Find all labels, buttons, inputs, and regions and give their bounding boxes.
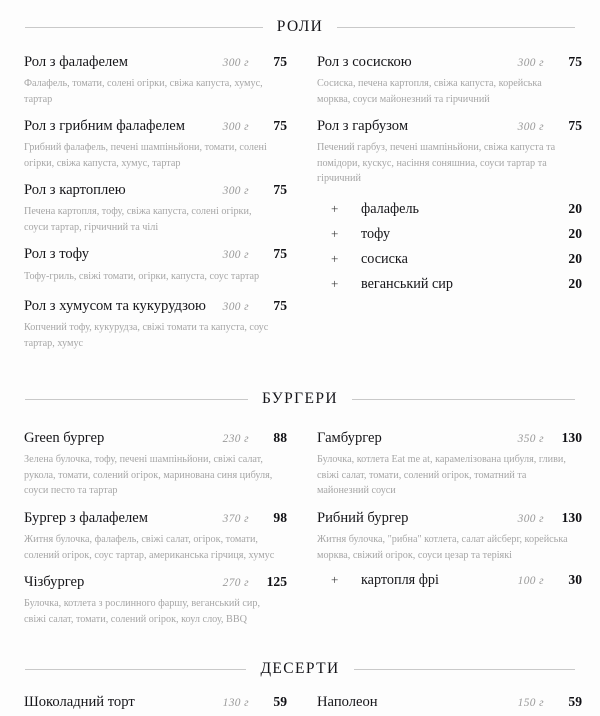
addon-name: картопля фрі: [361, 572, 439, 589]
menu-item-price: 130: [561, 509, 582, 525]
menu-item-description: Тофу-гриль, свіжі томати, огірки, капуста, соус тартар: [24, 270, 260, 282]
menu-item-weight: 350 г: [517, 433, 544, 446]
menu-item-name: Гамбургер: [317, 430, 382, 447]
menu-item-header: [317, 508, 582, 529]
menu-item-weight: 300 г: [222, 301, 249, 314]
menu-item-name: Рол з грибним фалафелем: [24, 118, 185, 135]
addon-price: 20: [568, 200, 582, 216]
menu-item-description: Житня булочка, фалафель, свіжі салат, огірок, томати, солений огірок, соус тартар, американська гірчиця, хумус: [24, 534, 275, 561]
desserts-column-left: [24, 692, 303, 715]
menu-item-header: [24, 244, 287, 265]
section-spacer-burgers-top: [0, 360, 600, 390]
menu-item-name: Рол з хумусом та кукурудзою: [24, 298, 206, 315]
menu-item-weight: 130 г: [222, 697, 249, 710]
section-header-burgers: [0, 390, 600, 408]
menu-item-price: 75: [273, 182, 287, 198]
menu-item-header: [317, 692, 582, 713]
menu-item-name: Шоколадний торт: [24, 694, 135, 711]
menu-item-price: 75: [273, 298, 287, 314]
menu-item-name: Наполеон: [317, 694, 378, 711]
section-body-desserts: [0, 692, 600, 715]
menu-item-header: [317, 116, 582, 137]
menu-item-description: Зелена булочка, тофу, печені шампіньйони, свіжі салат, рукола, томати, солений огірок, маринована синя цибуля, соуси песто та тартар: [24, 454, 273, 497]
menu-item-weight: 300 г: [222, 121, 249, 134]
menu-item-weight: 150 г: [517, 697, 544, 710]
addon-name: веганський сир: [361, 275, 453, 292]
menu-item-price: 75: [273, 54, 287, 69]
rolls-addons: [317, 201, 582, 293]
menu-item-name: Рибний бургер: [317, 509, 409, 526]
menu-item[interactable]: [317, 116, 582, 187]
menu-item-name: Рол з тофу: [24, 246, 90, 263]
menu-item-name: Рол з картоплею: [24, 182, 126, 199]
menu-item[interactable]: [317, 428, 582, 499]
menu-item-price: 125: [266, 574, 287, 590]
menu-item[interactable]: [24, 692, 287, 713]
section-title-burgers: БУРГЕРИ: [262, 390, 338, 408]
menu-item[interactable]: [24, 428, 287, 499]
section-body-burgers: [0, 428, 600, 636]
menu-item-name: Green бургер: [24, 430, 105, 447]
burgers-column-right: [303, 428, 582, 636]
section-title-rolls: РОЛИ: [276, 18, 324, 35]
rolls-column-right: [303, 52, 582, 360]
menu-item-description: Булочка, котлета Eat me at, карамелізована цибуля, гливи, свіжі салат, томати, солений огірок, томатний та майонезний соуси: [317, 454, 566, 497]
menu-item-header: [24, 572, 287, 593]
addon-row[interactable]: [317, 572, 582, 589]
section-header-rolls: [0, 18, 600, 36]
addon-price: 20: [568, 275, 582, 291]
section-rule-right: [352, 399, 575, 400]
menu-item[interactable]: [317, 508, 582, 563]
section-spacer-rolls: [0, 36, 600, 52]
menu-item[interactable]: [24, 52, 287, 107]
menu-item-description: Грибний фалафель, печені шампіньйони, томати, солені огірки, свіжа капуста, хумус, тартар: [24, 142, 267, 169]
menu-item-price: 75: [273, 246, 287, 262]
menu-item-price: 75: [568, 54, 582, 69]
menu-item-name: Рол з фалафелем: [24, 54, 128, 70]
addon-name: фалафель: [361, 200, 420, 217]
menu-item[interactable]: [24, 572, 287, 627]
menu-item-weight: 300 г: [517, 121, 544, 134]
plus-icon: +: [331, 275, 339, 291]
menu-item-header: [24, 116, 287, 137]
menu-item[interactable]: [317, 52, 582, 107]
addon-row[interactable]: [317, 201, 582, 218]
menu-item[interactable]: [24, 180, 287, 235]
menu-item-name: Рол з гарбузом: [317, 118, 409, 135]
menu-item-name: Бургер з фалафелем: [24, 509, 148, 526]
menu-item-weight: 270 г: [222, 577, 249, 590]
addon-price: 30: [568, 572, 582, 588]
section-spacer-burgers: [0, 408, 600, 428]
section-spacer-desserts: [0, 678, 600, 692]
rolls-column-left: [24, 52, 303, 360]
plus-icon: +: [331, 225, 339, 241]
addon-name: тофу: [361, 225, 391, 242]
menu-item[interactable]: [24, 508, 287, 563]
menu-item[interactable]: [24, 116, 287, 171]
menu-item-header: [24, 296, 287, 317]
menu-item-description: Печений гарбуз, печені шампіньйони, свіжа капуста та помідори, кускус, насіння соняшниа, соуси тартар та гірчичний: [317, 142, 556, 185]
menu-item-price: 59: [568, 694, 582, 710]
desserts-column-right: [303, 692, 582, 715]
menu-item-price: 75: [568, 118, 582, 134]
menu-item-weight: 230 г: [222, 433, 249, 446]
menu-item-weight: 300 г: [222, 185, 249, 198]
menu-item-header: [317, 52, 582, 73]
menu-item-header: [24, 692, 287, 713]
menu-item-description: Сосиска, печена картопля, свіжа капуста, корейська морква, соуси майонезний та гірчичний: [317, 78, 542, 105]
addon-weight: 100 г: [517, 575, 544, 588]
menu-item-name: Рол з сосискою: [317, 54, 412, 70]
menu-item[interactable]: [24, 244, 287, 284]
section-spacer-desserts-top: [0, 636, 600, 660]
section-rule-left: [25, 399, 248, 400]
plus-icon: +: [331, 200, 339, 216]
menu-item-header: [24, 52, 287, 73]
menu-item-name: Чізбургер: [24, 574, 85, 591]
plus-icon: +: [331, 572, 339, 588]
menu-item-header: [24, 508, 287, 529]
menu-item-header: [24, 428, 287, 449]
menu-item-price: 88: [273, 430, 287, 446]
top-spacer: [0, 0, 600, 18]
menu-item-header: [317, 428, 582, 449]
menu-item-description: Копчений тофу, кукурудза, свіжі томати та капуста, соус тартар, хумус: [24, 322, 269, 349]
burgers-addons: [317, 572, 582, 589]
addon-price: 20: [568, 225, 582, 241]
menu-item-description: Печена картопля, тофу, свіжа капуста, солені огірки, соуси тартар, гірчичний та чілі: [24, 206, 252, 233]
section-body-rolls: [0, 52, 600, 360]
addon-name: сосиска: [361, 250, 408, 267]
section-header-desserts: [0, 660, 600, 678]
menu-item-price: 75: [273, 118, 287, 134]
addon-row[interactable]: [317, 276, 582, 293]
menu-item-description: Житня булочка, "рибна" котлета, салат айсберг, корейська морква, свіжий огірок, соуси цезар та теріякі: [317, 534, 568, 561]
menu-item-weight: 300 г: [222, 249, 249, 262]
section-rule-left: [25, 669, 246, 670]
addon-row[interactable]: [317, 251, 582, 268]
menu-item[interactable]: [317, 692, 582, 713]
menu-item-description: Булочка, котлета з рослинного фаршу, веганський сир, свіжі салат, томати, солений огірок, коул слоу, BBQ: [24, 598, 260, 625]
menu-item-header: [24, 180, 287, 201]
plus-icon: +: [331, 250, 339, 266]
menu-item-weight: 300 г: [517, 512, 544, 525]
menu-item-price: 98: [273, 509, 287, 525]
menu-item-price: 59: [273, 694, 287, 710]
burgers-column-left: [24, 428, 303, 636]
addon-price: 20: [568, 250, 582, 266]
menu-item-weight: 300 г: [517, 57, 544, 69]
menu-item-weight: 370 г: [222, 512, 249, 525]
menu-item-price: 130: [561, 430, 582, 446]
section-rule-right: [354, 669, 575, 670]
menu-item-weight: 300 г: [222, 57, 249, 69]
section-rule-left: [25, 27, 263, 28]
menu-item-description: Фалафель, томати, солені огірки, свіжа капуста, хумус, тартар: [24, 78, 263, 105]
section-title-desserts: ДЕСЕРТИ: [260, 660, 340, 678]
menu-item[interactable]: [24, 296, 287, 351]
section-rule-right: [337, 27, 575, 28]
addon-row[interactable]: [317, 226, 582, 243]
